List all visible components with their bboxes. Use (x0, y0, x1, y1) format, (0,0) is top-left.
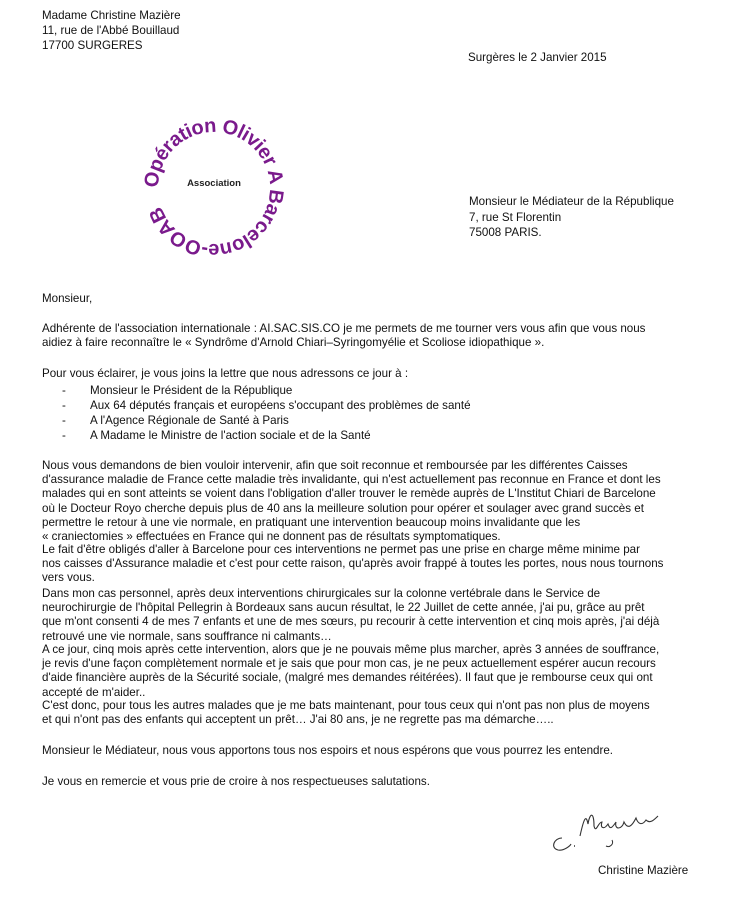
paragraph-motivation (42, 699, 722, 727)
paragraph-line: d'assurance maladie de France cette maladie très invalidante, qui n'est actuellement pas reconnue en France et dont les (42, 473, 661, 487)
paragraph-line: « craniectomies » effectuées en France qui ne donnent pas de résultats symptomatiques. (42, 530, 501, 544)
paragraph-intro (42, 322, 722, 350)
paragraph-request (42, 459, 722, 544)
paragraph-line: nos caisses d'Assurance maladie et c'est pour cette raison, qu'après avoir frappé à toutes les portes, nous nous tournons (42, 557, 664, 571)
association-logo (140, 114, 288, 262)
list-item-text: A Madame le Ministre de l'action sociale et de la Santé (90, 429, 371, 442)
date-line: Surgères le 2 Janvier 2015 (468, 51, 607, 64)
list-item (42, 413, 471, 428)
paragraph-recipients-intro: Pour vous éclairer, je vous joins la lettre que nous adressons ce jour à : (42, 367, 409, 380)
list-item-text: A l'Agence Régionale de Santé à Paris (90, 414, 289, 427)
paragraph-today (42, 643, 722, 700)
paragraph-line: A ce jour, cinq mois après cette intervention, alors que je ne pouvais même plus marcher, après 3 années de souffrance, (42, 643, 660, 656)
list-item-text: Monsieur le Président de la République (90, 384, 293, 397)
paragraph-line: retrouvé une vie normale, sans souffrance ni calmants… (42, 629, 332, 643)
paragraph-barcelone (42, 543, 722, 586)
paragraph-personal-case (42, 587, 722, 644)
paragraph-line: d'aide financière auprès de la Sécurité sociale, (malgré mes demandes réitérées). Il faut que je rembourse ceux qui ont (42, 671, 653, 685)
list-dash: - (62, 429, 66, 442)
list-dash: - (62, 414, 66, 427)
list-item (42, 398, 471, 413)
paragraph-line: Je vous en remercie et vous prie de croire à nos respectueuses salutations. (42, 775, 430, 788)
paragraph-line: Le fait d'être obligés d'aller à Barcelone pour ces interventions ne permet pas une prise en charge même minime par (42, 543, 640, 556)
list-dash: - (62, 384, 66, 397)
paragraph-line: que m'ont consenti 4 de mes 7 enfants et une de mes sœurs, pu recourir à cette intervention et cinq mois après, j'ai déjà (42, 615, 660, 629)
list-item (42, 428, 471, 443)
paragraph-line: aidiez à faire reconnaître le « Syndrôme d'Arnold Chiari–Syringomyélie et Scoliose idiopathique ». (42, 336, 545, 350)
list-item-text: Aux 64 députés français et européens s'occupant des problèmes de santé (90, 399, 471, 412)
svg-text:Association: Association (187, 178, 241, 189)
signature-icon (540, 800, 680, 856)
greeting: Monsieur, (42, 292, 93, 305)
logo-seal-icon (140, 114, 288, 262)
paragraph-closing (42, 775, 722, 789)
recipient-street: 7, rue St Florentin (469, 210, 562, 224)
sender-address (42, 8, 181, 53)
paragraph-line: neurochirurgie de l'hôpital Pellegrin à Bordeaux sans aucun résultat, le 22 Juillet de cette année, j'ai pu, grâce au prêt (42, 601, 645, 615)
recipient-address (469, 194, 674, 241)
paragraph-line: Dans mon cas personnel, après deux interventions chirurgicales sur la colonne vertébrale dans le Service de (42, 587, 601, 600)
list-item (42, 383, 471, 398)
paragraph-line: permettre le retour à une vie normale, en pratiquant une intervention beaucoup moins invalidante que les (42, 515, 581, 529)
recipient-city: 75008 PARIS. (469, 226, 542, 239)
sender-street: 11, rue de l'Abbé Bouillaud (42, 24, 180, 37)
paragraph-line: et qui n'ont pas des enfants qui acceptent un prêt… J'ai 80 ans, je ne regrette pas ma démarche….. (42, 713, 554, 727)
paragraph-line: Monsieur le Médiateur, nous vous apportons tous nos espoirs et nous espérons que vous pourrez les entendre. (42, 744, 614, 757)
paragraph-line: accepté de m'aider.. (42, 685, 146, 699)
sender-name: Madame Christine Mazière (42, 9, 181, 22)
handwritten-signature (540, 800, 680, 856)
recipients-list (42, 383, 471, 443)
paragraph-line: vers vous. (42, 571, 95, 585)
paragraph-line: où le Docteur Royo cherche depuis plus de 40 ans la meilleure solution pour opérer et soulager avec grand succès et (42, 501, 644, 515)
recipient-title: Monsieur le Médiateur de la République (469, 195, 674, 208)
signatory-name: Christine Mazière (598, 864, 689, 877)
paragraph-line: je revis d'une façon complètement normale et je sais que pour mon cas, je ne peux actuellement espérer aucun recours (42, 657, 656, 671)
paragraph-hope (42, 744, 722, 758)
sender-city: 17700 SURGERES (42, 39, 143, 52)
paragraph-line: malades qui en sont atteints se voient dans l'obligation d'aller trouver le remède auprès de L'Institut Chiari de Barcelone (42, 487, 656, 501)
svg-text:Opération Olivier A Barcelone-: Opération Olivier A Barcelone-OOAB (140, 114, 288, 262)
paragraph-line: Nous vous demandons de bien vouloir intervenir, afin que soit reconnue et remboursée par les différentes Caisses (42, 459, 628, 472)
paragraph-line: C'est donc, pour tous les autres malades que je me bats maintenant, pour tous ceux qui n'ont pas non plus de moyens (42, 699, 650, 712)
paragraph-line: Adhérente de l'association internationale : AI.SAC.SIS.CO je me permets de me tourner vers vous afin que vous nous (42, 322, 646, 335)
list-dash: - (62, 399, 66, 412)
